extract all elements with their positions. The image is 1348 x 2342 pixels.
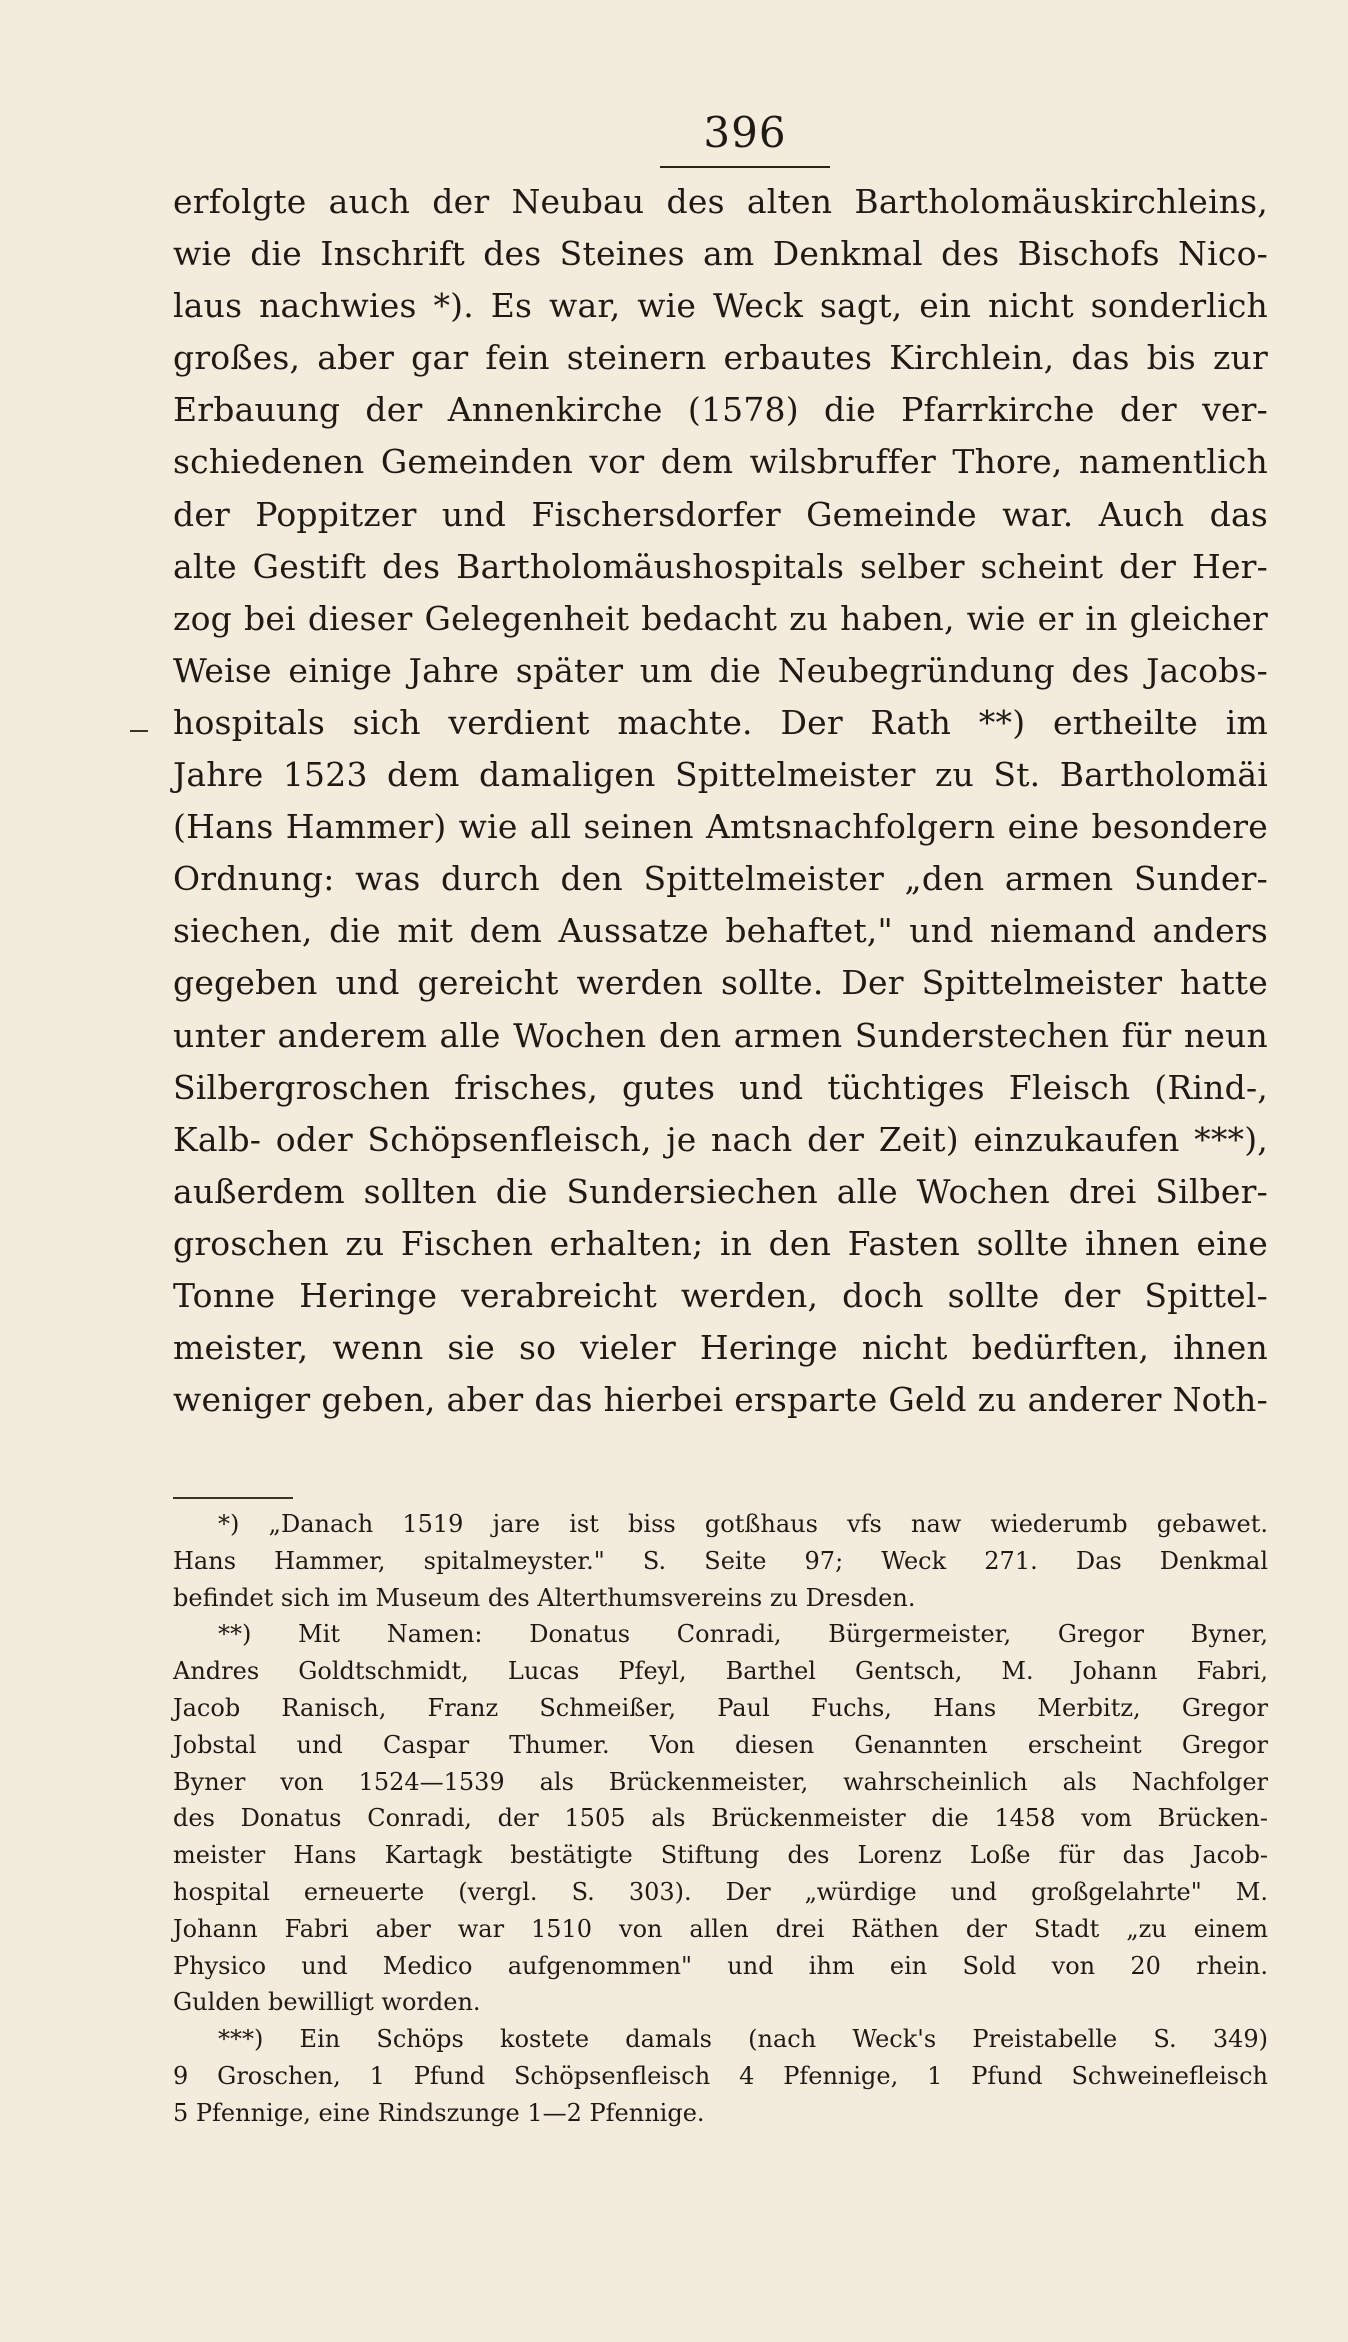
text-line: außerdem sollten die Sundersiechen alle Wochen drei Silber- <box>173 1171 1268 1211</box>
main-text-block <box>173 176 1268 1426</box>
text-line: groschen zu Fischen erhalten; in den Fasten sollte ihnen eine <box>173 1223 1268 1263</box>
footnote-line: *) „Danach 1519 jare ist biss gotßhaus vfs naw wiederumb gebawet. <box>218 1510 1268 1538</box>
page-number: 396 <box>703 108 787 157</box>
text-line: großes, aber gar fein steinern erbautes Kirchlein, das bis zur <box>173 338 1268 378</box>
footnote-line: befindet sich im Museum des Alterthumsvereins zu Dresden. <box>173 1583 916 1612</box>
footnote-line: Johann Fabri aber war 1510 von allen drei Räthen der Stadt „zu einem <box>173 1914 1268 1943</box>
footnote-line: Byner von 1524—1539 als Brückenmeister, wahrscheinlich als Nachfolger <box>173 1767 1268 1796</box>
text-line: zog bei dieser Gelegenheit bedacht zu haben, wie er in gleicher <box>173 598 1268 638</box>
text-line: Weise einige Jahre später um die Neubegründung des Jacobs- <box>173 650 1268 690</box>
footnote-line: Jacob Ranisch, Franz Schmeißer, Paul Fuchs, Hans Merbitz, Gregor <box>173 1693 1268 1722</box>
footnote-line: Physico und Medico aufgenommen" und ihm ein Sold von 20 rhein. <box>173 1951 1268 1980</box>
text-line: Tonne Heringe verabreicht werden, doch sollte der Spittel- <box>173 1275 1268 1315</box>
footnote-line: **) Mit Namen: Donatus Conradi, Bürgermeister, Gregor Byner, <box>218 1620 1268 1649</box>
text-line: Kalb- oder Schöpsenfleisch, je nach der Zeit) einzukaufen ***), <box>173 1119 1268 1159</box>
text-line: unter anderem alle Wochen den armen Sunderstechen für neun <box>173 1015 1268 1055</box>
footnote-line: 9 Groschen, 1 Pfund Schöpsenfleisch 4 Pfennige, 1 Pfund Schweinefleisch <box>173 2061 1268 2090</box>
text-line: alte Gestift des Bartholomäushospitals selber scheint der Her- <box>173 546 1268 586</box>
footnote-line: 5 Pfennige, eine Rindszunge 1—2 Pfennige. <box>173 2098 705 2127</box>
footnote-line: Hans Hammer, spitalmeyster." S. Seite 97; Weck 271. Das Denkmal <box>173 1546 1268 1575</box>
text-line: der Poppitzer und Fischersdorfer Gemeinde war. Auch das <box>173 494 1268 534</box>
footnote-line: Jobstal und Caspar Thumer. Von diesen Genannten erscheint Gregor <box>173 1730 1268 1759</box>
footnote-line: hospital erneuerte (vergl. S. 303). Der „würdige und großgelahrte" M. <box>173 1877 1268 1906</box>
text-line: meister, wenn sie so vieler Heringe nicht bedürften, ihnen <box>173 1328 1268 1368</box>
text-line: weniger geben, aber das hierbei ersparte Geld zu anderer Noth- <box>173 1380 1268 1420</box>
footnotes-block <box>173 1506 1268 2132</box>
footnote-line: meister Hans Kartagk bestätigte Stiftung des Lorenz Loße für das Jacob- <box>173 1841 1268 1870</box>
footnote-line: Gulden bewilligt worden. <box>173 1988 481 2017</box>
text-line: siechen, die mit dem Aussatze behaftet," und niemand anders <box>173 911 1268 951</box>
text-line: erfolgte auch der Neubau des alten Bartholomäuskirchleins, <box>173 182 1268 221</box>
margin-mark <box>130 730 148 732</box>
text-line: Jahre 1523 dem damaligen Spittelmeister zu St. Bartholomäi <box>173 755 1268 795</box>
footnote-line: Andres Goldtschmidt, Lucas Pfeyl, Barthel Gentsch, M. Johann Fabri, <box>173 1657 1268 1686</box>
text-line: wie die Inschrift des Steines am Denkmal des Bischofs Nico- <box>173 234 1268 274</box>
text-line: laus nachwies *). Es war, wie Weck sagt, ein nicht sonderlich <box>173 286 1268 326</box>
text-line: schiedenen Gemeinden vor dem wilsbruffer Thore, namentlich <box>173 442 1268 482</box>
header-rule <box>660 166 830 168</box>
text-line: Silbergroschen frisches, gutes und tüchtiges Fleisch (Rind-, <box>173 1067 1268 1107</box>
text-line: Ordnung: was durch den Spittelmeister „den armen Sunder- <box>173 859 1268 899</box>
text-line: (Hans Hammer) wie all seinen Amtsnachfolgern eine besondere <box>173 807 1268 847</box>
footnote-separator <box>173 1497 293 1499</box>
footnote-line: ***) Ein Schöps kostete damals (nach Weck's Preistabelle S. 349) <box>218 2025 1268 2054</box>
text-line: hospitals sich verdient machte. Der Rath **) ertheilte im <box>173 702 1268 742</box>
footnote-line: des Donatus Conradi, der 1505 als Brückenmeister die 1458 vom Brücken- <box>173 1804 1268 1833</box>
text-line: Erbauung der Annenkirche (1578) die Pfarrkirche der ver- <box>173 390 1268 430</box>
text-line: gegeben und gereicht werden sollte. Der Spittelmeister hatte <box>173 963 1268 1003</box>
